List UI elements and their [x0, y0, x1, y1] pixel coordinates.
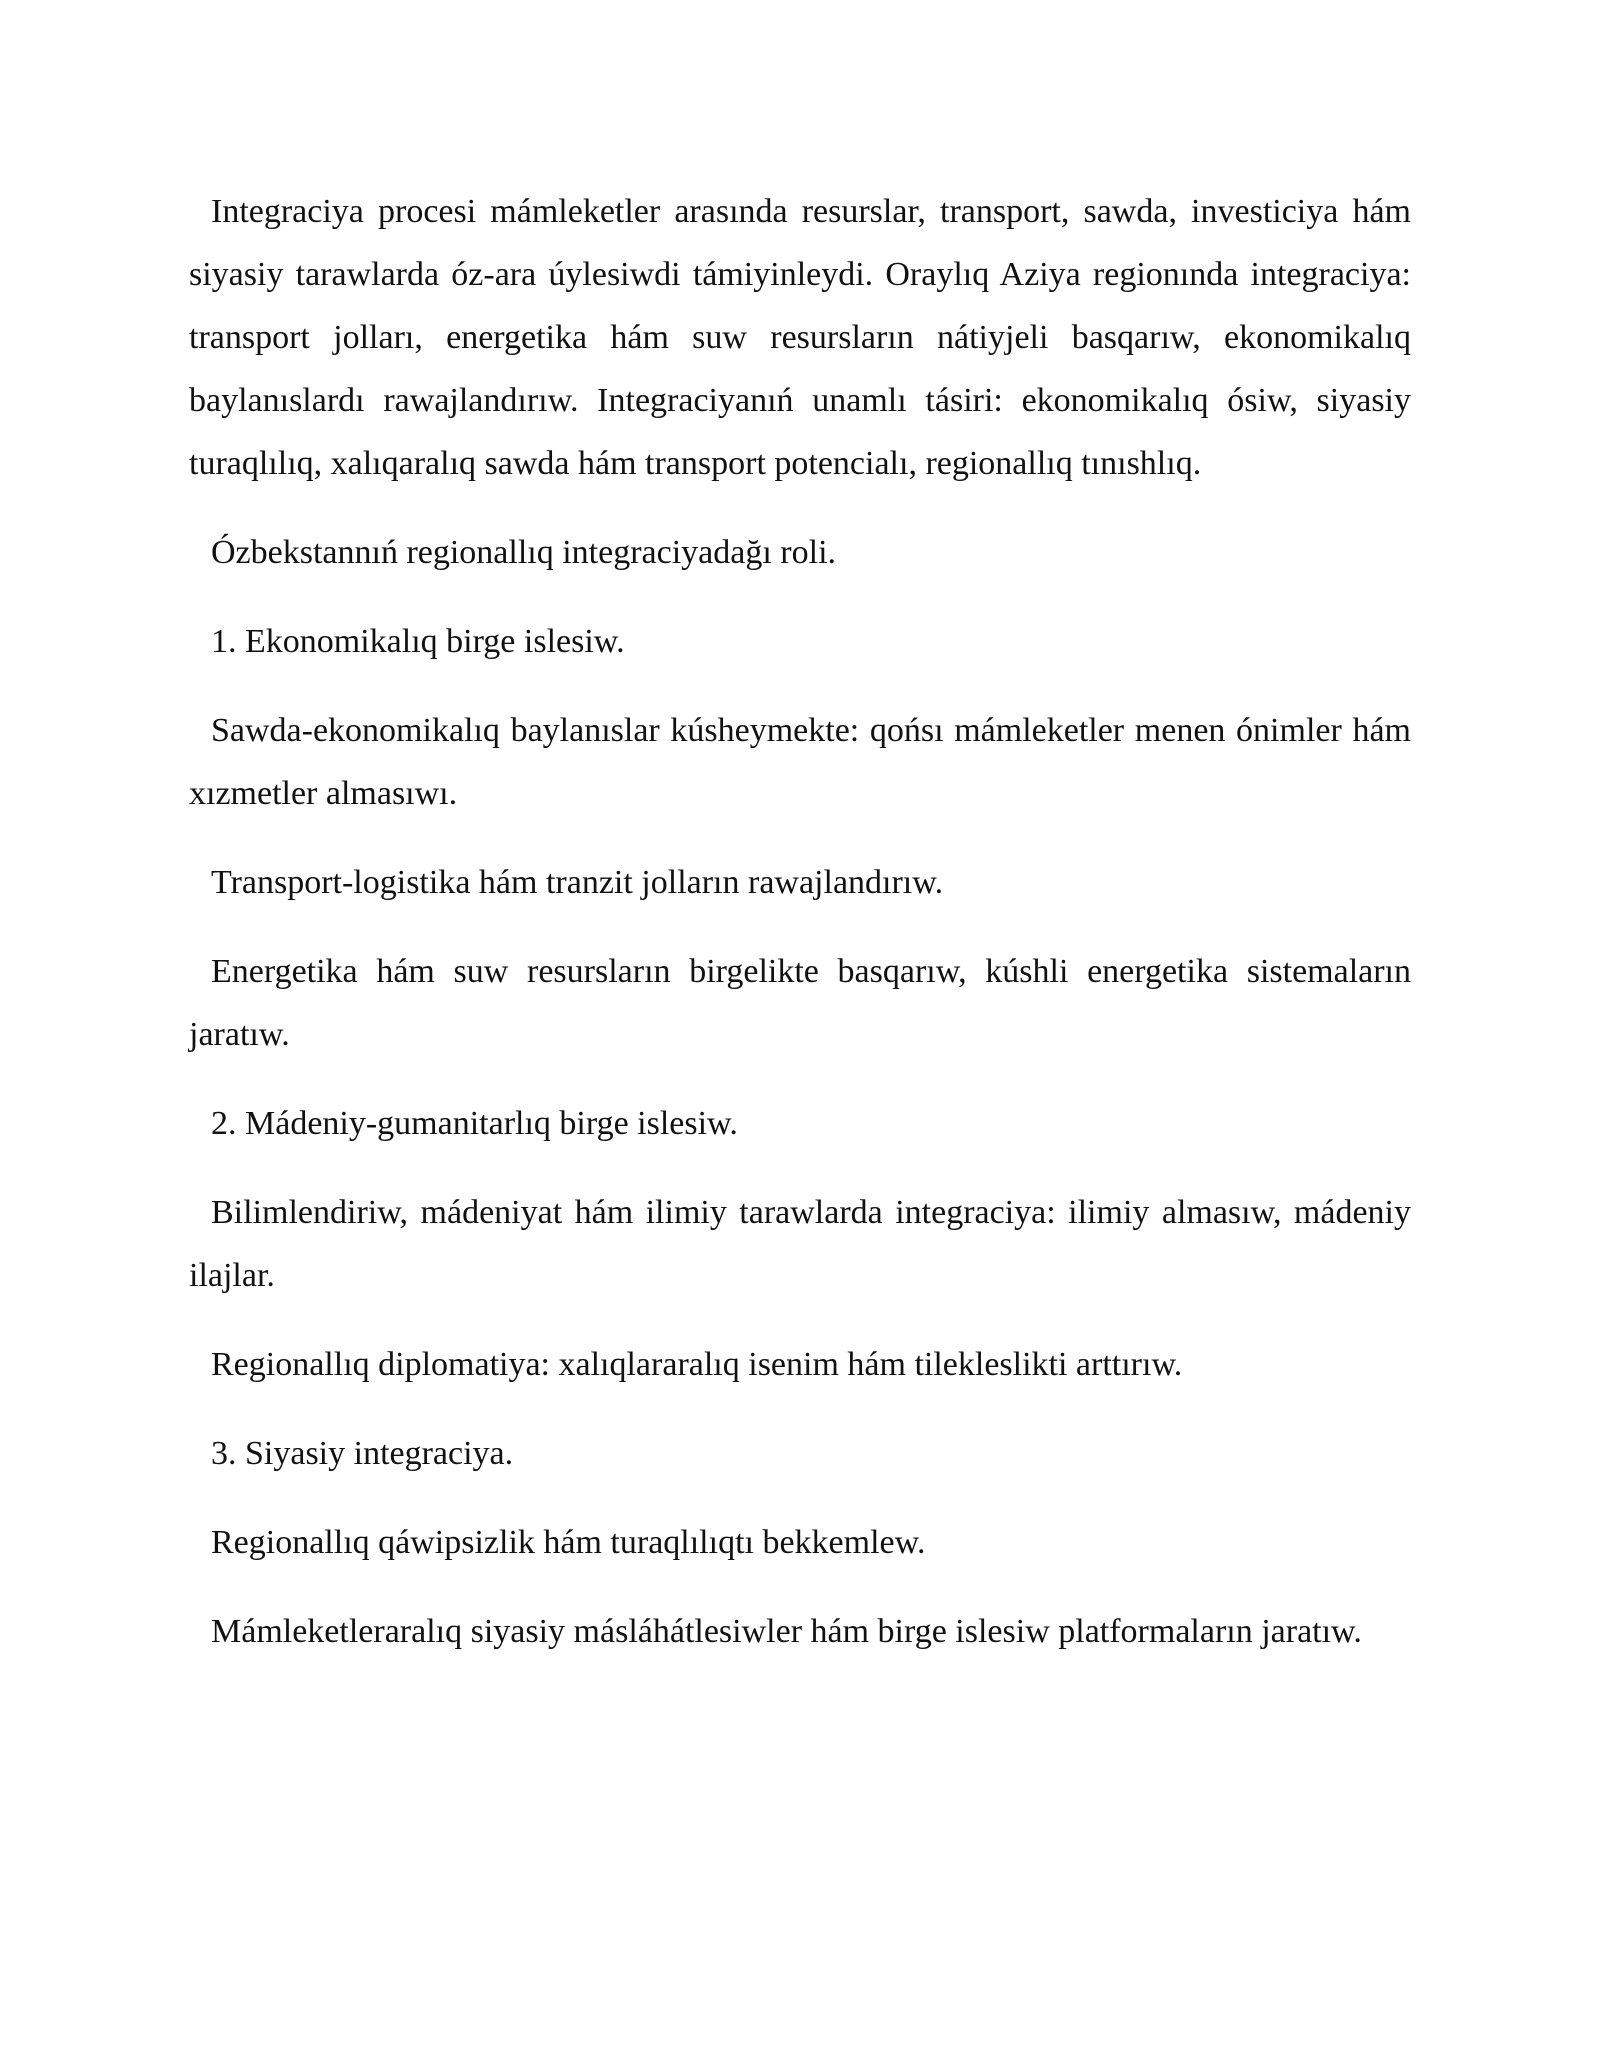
paragraph-trade: Sawda-ekonomikalıq baylanıslar kúsheymekte: qońsı mámleketler menen ónimler hám xızmetler almasıwı.: [189, 712, 1411, 812]
paragraph-uzbekistan-role: Ózbekstannıń regionallıq integraciyadağı roli.: [211, 534, 837, 571]
document-body: [189, 180, 1411, 1663]
paragraph-intro: Integraciya procesi mámleketler arasında resurslar, transport, sawda, investiciya hám siyasiy tarawlarda óz-ara úylesiwdi támiyinleydi. Oraylıq Aziya regionında integraciya: transport jolları, energetika hám suw resursların nátiyjeli basqarıw, ekonomikalıq baylanıslardı rawajlandırıw. Integraciyanıń unamlı tásiri: ekonomikalıq ósiw, siyasiy turaqlılıq, xalıqaralıq sawda hám transport potencialı, regionallıq tınıshlıq.: [189, 193, 1411, 482]
paragraph-consultations: Mámleketleraralıq siyasiy másláhátlesiwler hám birge islesiw platformaların jaratıw.: [211, 1613, 1362, 1650]
heading-economic-cooperation: 1. Ekonomikalıq birge islesiw.: [211, 623, 625, 660]
paragraph-education: Bilimlendiriw, mádeniyat hám ilimiy tarawlarda integraciya: ilimiy almasıw, mádeniy ilajlar.: [189, 1194, 1411, 1294]
heading-political-integration: 3. Siyasiy integraciya.: [211, 1435, 514, 1472]
paragraph-energy: Energetika hám suw resursların birgelikte basqarıw, kúshli energetika sistemaların jaratıw.: [189, 953, 1411, 1053]
paragraph-diplomacy: Regionallıq diplomatiya: xalıqlararalıq isenim hám tilekleslikti arttırıw.: [211, 1346, 1183, 1383]
paragraph-transport: Transport-logistika hám tranzit jolların rawajlandırıw.: [211, 864, 944, 901]
paragraph-security: Regionallıq qáwipsizlik hám turaqlılıqtı bekkemlew.: [211, 1524, 926, 1561]
heading-cultural-cooperation: 2. Mádeniy-gumanitarlıq birge islesiw.: [211, 1105, 738, 1142]
